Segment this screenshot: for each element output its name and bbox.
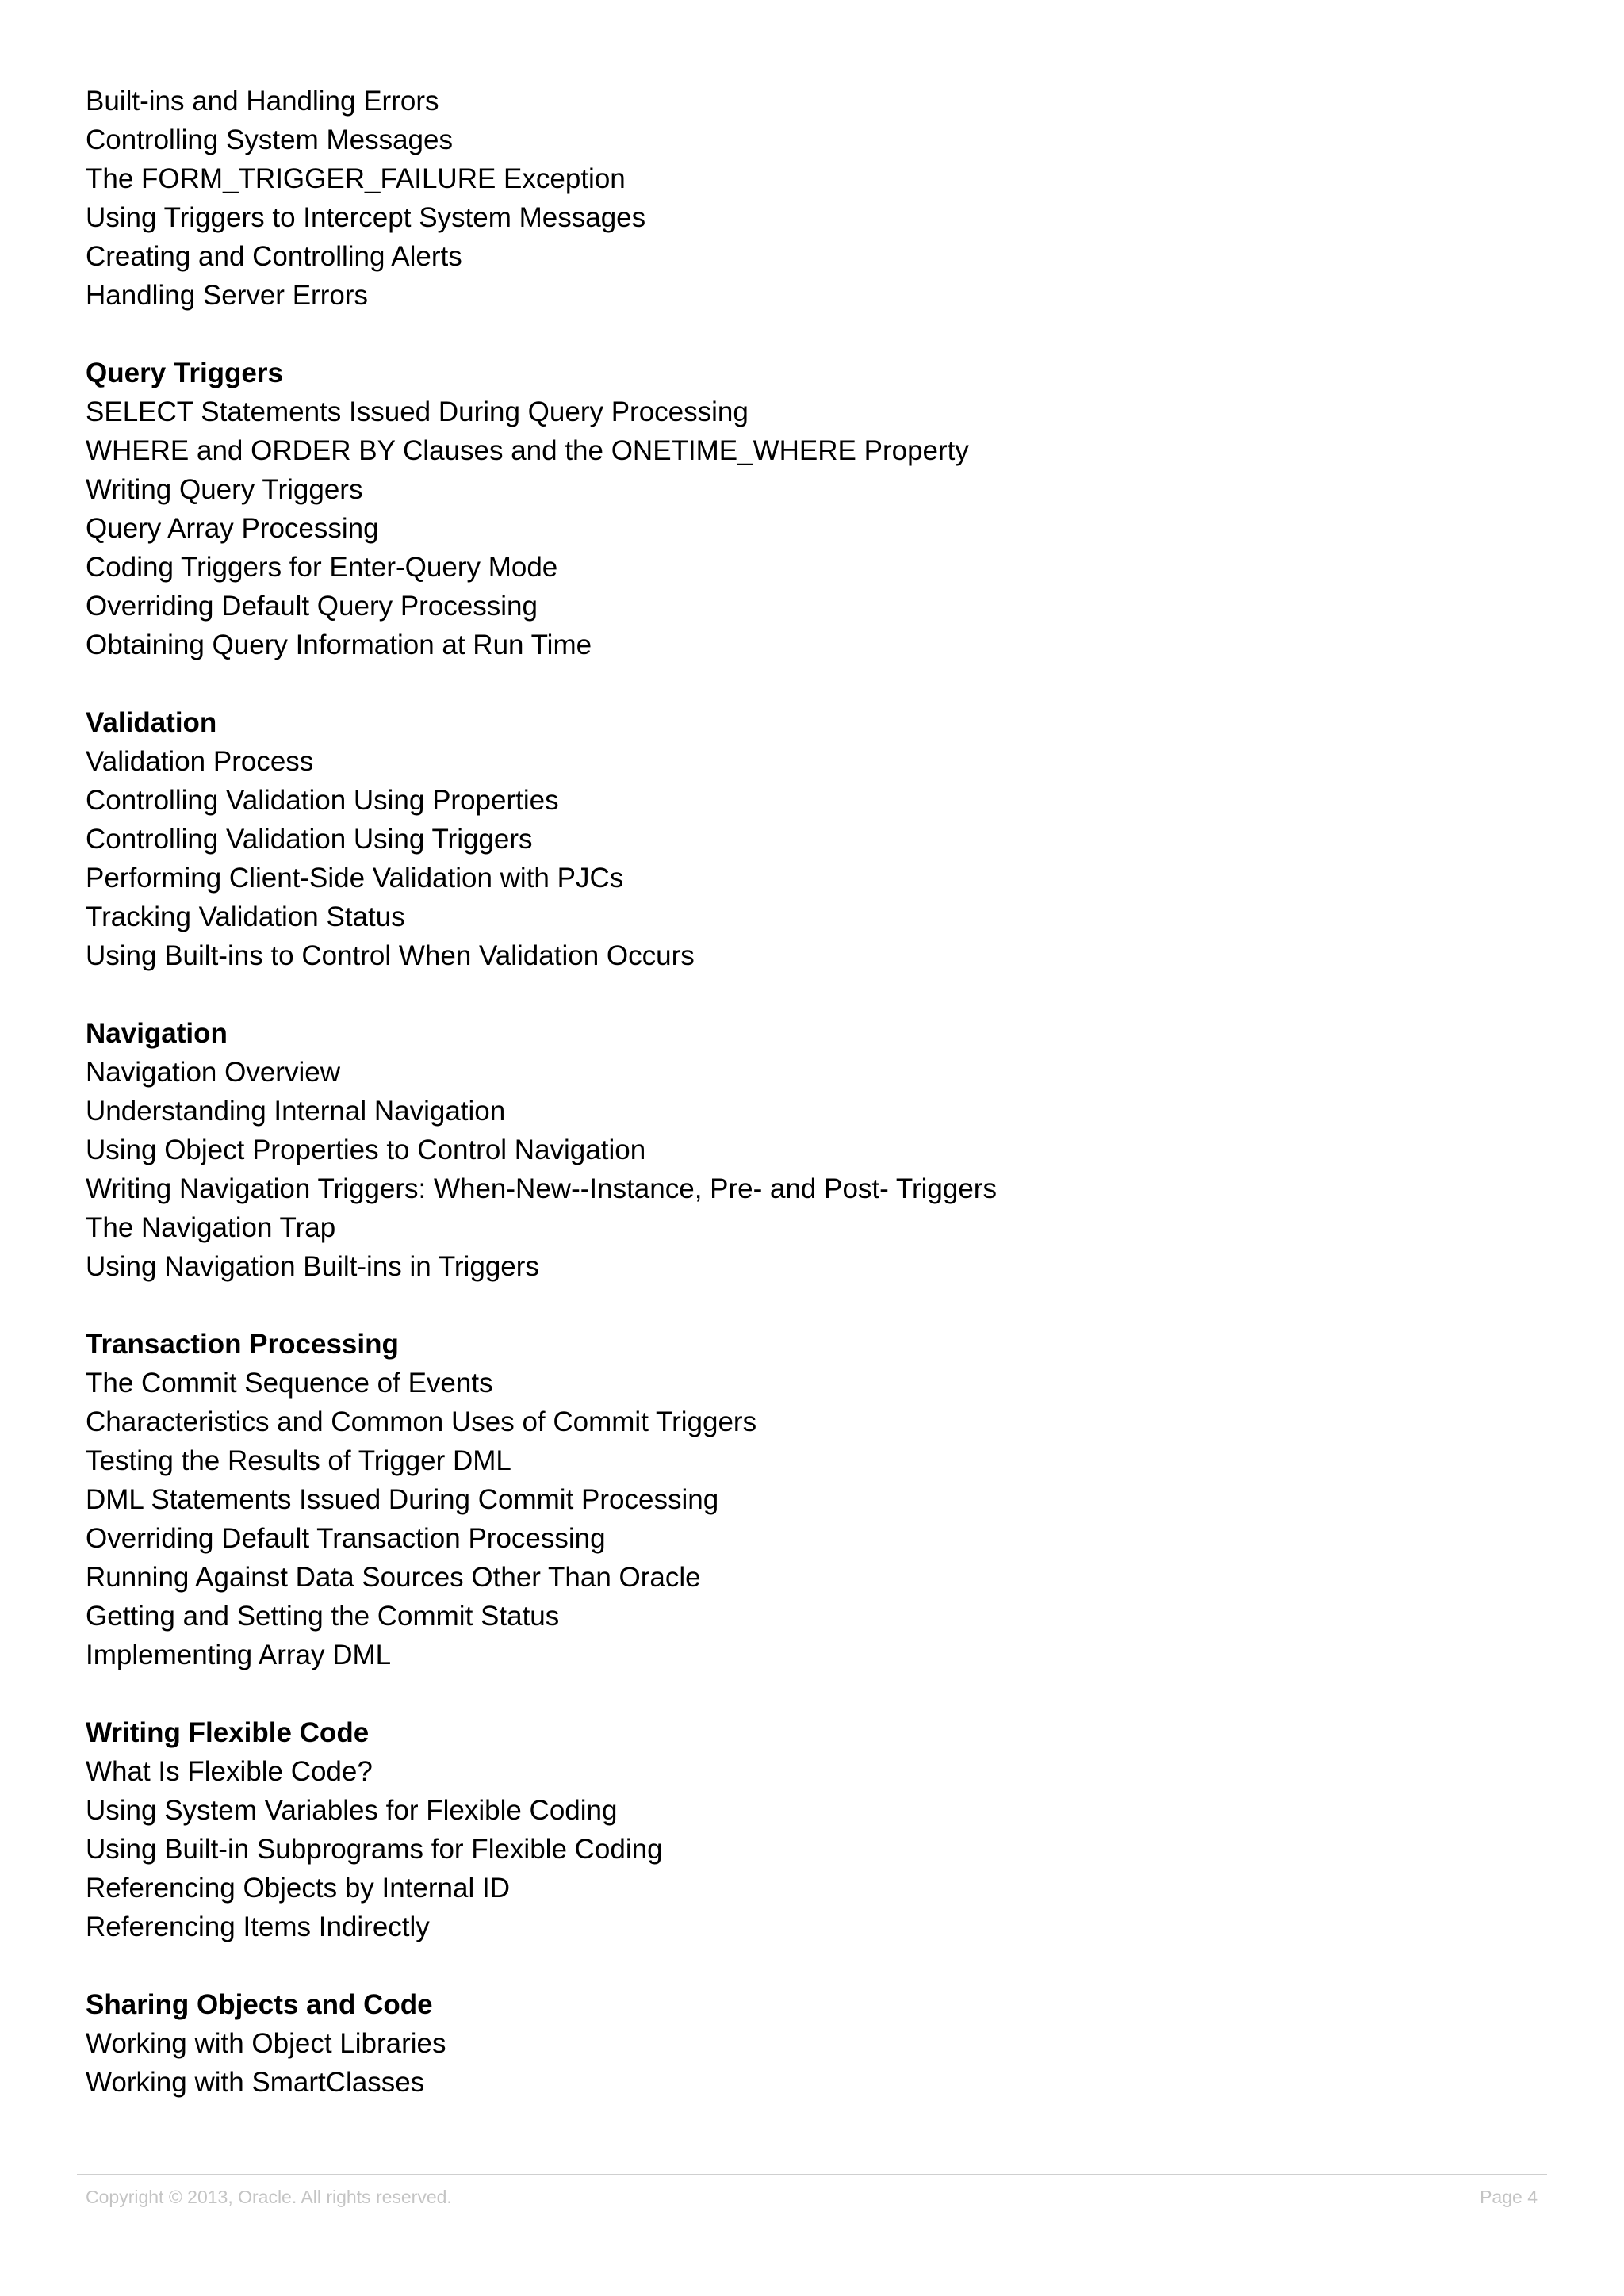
list-item: Controlling Validation Using Properties (86, 785, 559, 816)
list-item: Creating and Controlling Alerts (86, 241, 462, 272)
list-item: Writing Query Triggers (86, 474, 363, 505)
list-item: Coding Triggers for Enter-Query Mode (86, 552, 558, 583)
list-item: Working with Object Libraries (86, 2028, 446, 2059)
list-item: The Commit Sequence of Events (86, 1368, 493, 1399)
list-item: Implementing Array DML (86, 1640, 392, 1670)
list-item: The Navigation Trap (86, 1212, 336, 1243)
list-item: Using Triggers to Intercept System Messages (86, 202, 646, 233)
list-item: Using Built-in Subprograms for Flexible Coding (86, 1834, 663, 1865)
section-heading: Sharing Objects and Code (86, 1989, 433, 2020)
list-item: Referencing Objects by Internal ID (86, 1873, 510, 1904)
list-item: Obtaining Query Information at Run Time (86, 629, 592, 660)
section-validation (86, 703, 1545, 975)
section-heading: Validation (86, 707, 217, 738)
list-item: Using Object Properties to Control Navigation (86, 1135, 646, 1165)
list-item: Overriding Default Transaction Processing (86, 1523, 606, 1554)
list-item: Query Array Processing (86, 513, 379, 544)
section-heading: Transaction Processing (86, 1329, 399, 1360)
section-navigation (86, 1014, 1545, 1286)
list-item: Controlling Validation Using Triggers (86, 824, 533, 855)
list-item: WHERE and ORDER BY Clauses and the ONETIME_WHERE Property (86, 435, 969, 466)
list-item: Performing Client-Side Validation with PJCs (86, 863, 624, 894)
list-item: Referencing Items Indirectly (86, 1911, 430, 1942)
list-item: Getting and Setting the Commit Status (86, 1601, 560, 1632)
list-item: Overriding Default Query Processing (86, 591, 538, 622)
list-item: Using Navigation Built-ins in Triggers (86, 1251, 539, 1282)
list-item: Navigation Overview (86, 1057, 340, 1088)
section-heading: Navigation (86, 1018, 228, 1049)
section-built-ins (86, 82, 1545, 315)
list-item: Characteristics and Common Uses of Commit Triggers (86, 1406, 757, 1437)
list-item: Running Against Data Sources Other Than Oracle (86, 1562, 701, 1593)
list-item: Validation Process (86, 746, 314, 777)
list-item: Built-ins and Handling Errors (86, 86, 439, 117)
list-item: DML Statements Issued During Commit Processing (86, 1484, 719, 1515)
list-item: Tracking Validation Status (86, 901, 405, 932)
list-item: Understanding Internal Navigation (86, 1096, 506, 1127)
page-number: Page 4 (1480, 2187, 1538, 2207)
section-heading: Query Triggers (86, 358, 283, 388)
list-item: SELECT Statements Issued During Query Processing (86, 396, 749, 427)
page-footer (77, 2174, 1547, 2207)
section-query-triggers (86, 354, 1545, 664)
list-item: Handling Server Errors (86, 280, 368, 311)
list-item: The FORM_TRIGGER_FAILURE Exception (86, 163, 626, 194)
list-item: Writing Navigation Triggers: When-New--Instance, Pre- and Post- Triggers (86, 1173, 997, 1204)
list-item: What Is Flexible Code? (86, 1756, 373, 1787)
section-writing-flexible-code (86, 1713, 1545, 1946)
list-item: Controlling System Messages (86, 124, 453, 155)
copyright-text: Copyright © 2013, Oracle. All rights reserved. (86, 2187, 452, 2207)
document-body (86, 82, 1545, 2102)
section-heading: Writing Flexible Code (86, 1717, 370, 1748)
section-sharing-objects-and-code (86, 1985, 1545, 2102)
list-item: Using System Variables for Flexible Coding (86, 1795, 618, 1826)
list-item: Working with SmartClasses (86, 2067, 425, 2098)
list-item: Testing the Results of Trigger DML (86, 1445, 511, 1476)
list-item: Using Built-ins to Control When Validation Occurs (86, 940, 695, 971)
section-transaction-processing (86, 1325, 1545, 1674)
